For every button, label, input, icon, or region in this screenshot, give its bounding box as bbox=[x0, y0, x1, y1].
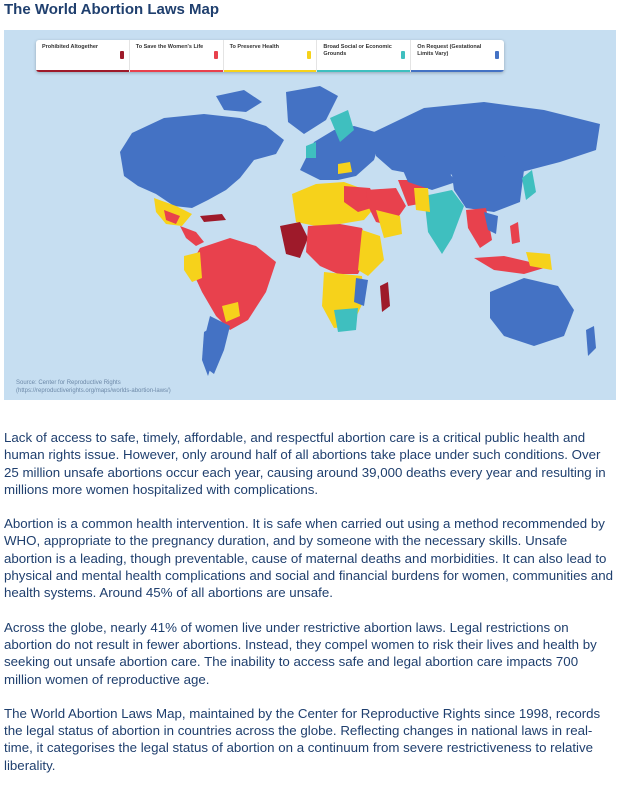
paragraph: Across the globe, nearly 41% of women live under restrictive abortion laws. Legal restrictions on abortion do not result in fewer abortions. Instead, they compel women to risk their lives and health by seeking out unsafe abortion care. The inability to access safe and legal abortion care impacts 700 million women of reproductive age. bbox=[4, 619, 597, 687]
philippines-region bbox=[510, 222, 520, 244]
legend-swatch-icon bbox=[214, 51, 218, 59]
legend-item-save-life: To Save the Women's Life bbox=[130, 40, 224, 72]
greenland-region bbox=[286, 86, 338, 134]
west-africa-region bbox=[280, 222, 308, 258]
south-america-yellow-region bbox=[184, 252, 202, 282]
poland-region bbox=[338, 162, 352, 174]
legend-bar bbox=[317, 70, 410, 72]
legend-item-preserve-health: To Preserve Health bbox=[224, 40, 318, 72]
world-map-svg bbox=[4, 30, 616, 400]
world-abortion-laws-map bbox=[4, 30, 616, 400]
mozambique-region bbox=[354, 278, 368, 306]
east-africa-region bbox=[358, 230, 384, 276]
legend-swatch-icon bbox=[120, 51, 124, 59]
new-zealand-region bbox=[586, 326, 596, 356]
arctic-islands-region bbox=[216, 90, 262, 112]
paragraph: Lack of access to safe, timely, affordable, and respectful abortion care is a critical public health and human rights issue. However, only around half of all abortions take place under such conditions. Over 25 million unsafe abortions occur each year, causing around 39,000 deaths every year and resulting in millions more women hospitalized with complications. bbox=[4, 430, 606, 497]
japan-region bbox=[522, 170, 536, 200]
madagascar-region bbox=[380, 282, 390, 312]
uk-region bbox=[306, 142, 316, 158]
legend-swatch-icon bbox=[495, 51, 499, 59]
article-body bbox=[4, 429, 616, 791]
legend-bar bbox=[224, 70, 317, 72]
south-africa-region bbox=[334, 308, 358, 332]
legend-swatch-icon bbox=[401, 51, 405, 59]
page-title: The World Abortion Laws Map bbox=[4, 1, 219, 18]
map-legend bbox=[36, 40, 504, 72]
legend-bar bbox=[130, 70, 223, 72]
legend-item-on-request: On Request (Gestational Limits Vary) bbox=[411, 40, 504, 72]
legend-bar bbox=[36, 70, 129, 72]
paragraph: Abortion is a common health intervention. It is safe when carried out using a method recommended by WHO, appropriate to the pregnancy duration, and by someone with the necessary skills. Unsafe abortion is a leading, though preventable, cause of maternal deaths and morbidities. It can also lead to physical and mental health complications and social and financial burdens for women, communities and health systems. Around 45% of all abortions are unsafe. bbox=[4, 516, 614, 601]
legend-bar bbox=[411, 70, 504, 72]
central-america-region bbox=[180, 226, 204, 246]
australia-region bbox=[490, 278, 574, 346]
north-america-region bbox=[120, 114, 284, 208]
map-source-url: (https://reproductiverights.org/maps/worlds-abortion-laws/) bbox=[16, 387, 171, 394]
legend-item-social-economic: Broad Social or Economic Grounds bbox=[317, 40, 411, 72]
map-source-caption bbox=[16, 380, 171, 395]
legend-item-prohibited: Prohibited Altogether bbox=[36, 40, 130, 72]
caribbean-region bbox=[200, 214, 226, 222]
map-source-line: Source: Center for Reproductive Rights bbox=[16, 380, 121, 386]
paragraph: The World Abortion Laws Map, maintained by the Center for Reproductive Rights since 1998, records the legal status of abortion in countries across the globe. Reflecting changes in national laws in real-time, it categorises the legal status of abortion on a continuum from severe restrictiveness to relative liberality. bbox=[4, 705, 601, 773]
pakistan-region bbox=[414, 188, 430, 212]
india-region bbox=[424, 190, 464, 254]
legend-swatch-icon bbox=[307, 51, 311, 59]
